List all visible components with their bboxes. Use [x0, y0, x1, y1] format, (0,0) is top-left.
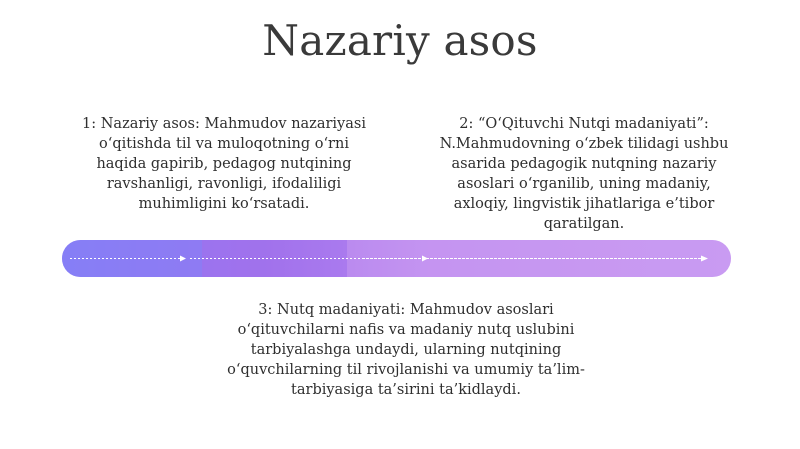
arrow-head-1 — [180, 256, 186, 262]
slide-title: Nazariy asos — [262, 16, 538, 65]
timeline-bar — [62, 240, 731, 277]
arrow-head-3 — [701, 256, 708, 262]
point-2-text: 2: “O‘Qituvchi Nutqi madaniyati”: N.Mahmudovning o‘zbek tilidagi ushbu asarida pedagogik nutqning nazariy asoslari o‘rganilib, uning madaniy, axloqiy, lingvistik jihatlariga e’tibor qaratilgan. — [439, 116, 729, 232]
point-3-text: 3: Nutq madaniyati: Mahmudov asoslari o‘qituvchilarni nafis va madaniy nutq uslubini tarbiyalashga undaydi, ularning nutqining o‘quvchilarning til rivojlanishi va umumiy ta’lim-tarbiyasiga ta’sirini ta’kidlaydi. — [227, 302, 585, 398]
timeline-arrows — [62, 240, 731, 277]
point-1-text: 1: Nazariy asos: Mahmudov nazariyasi o‘qitishda til va muloqotning o‘rni haqida gapirib, pedagog nutqining ravshanligi, ravonligi, ifodaliligi muhimligini ko‘rsatadi. — [82, 116, 366, 212]
